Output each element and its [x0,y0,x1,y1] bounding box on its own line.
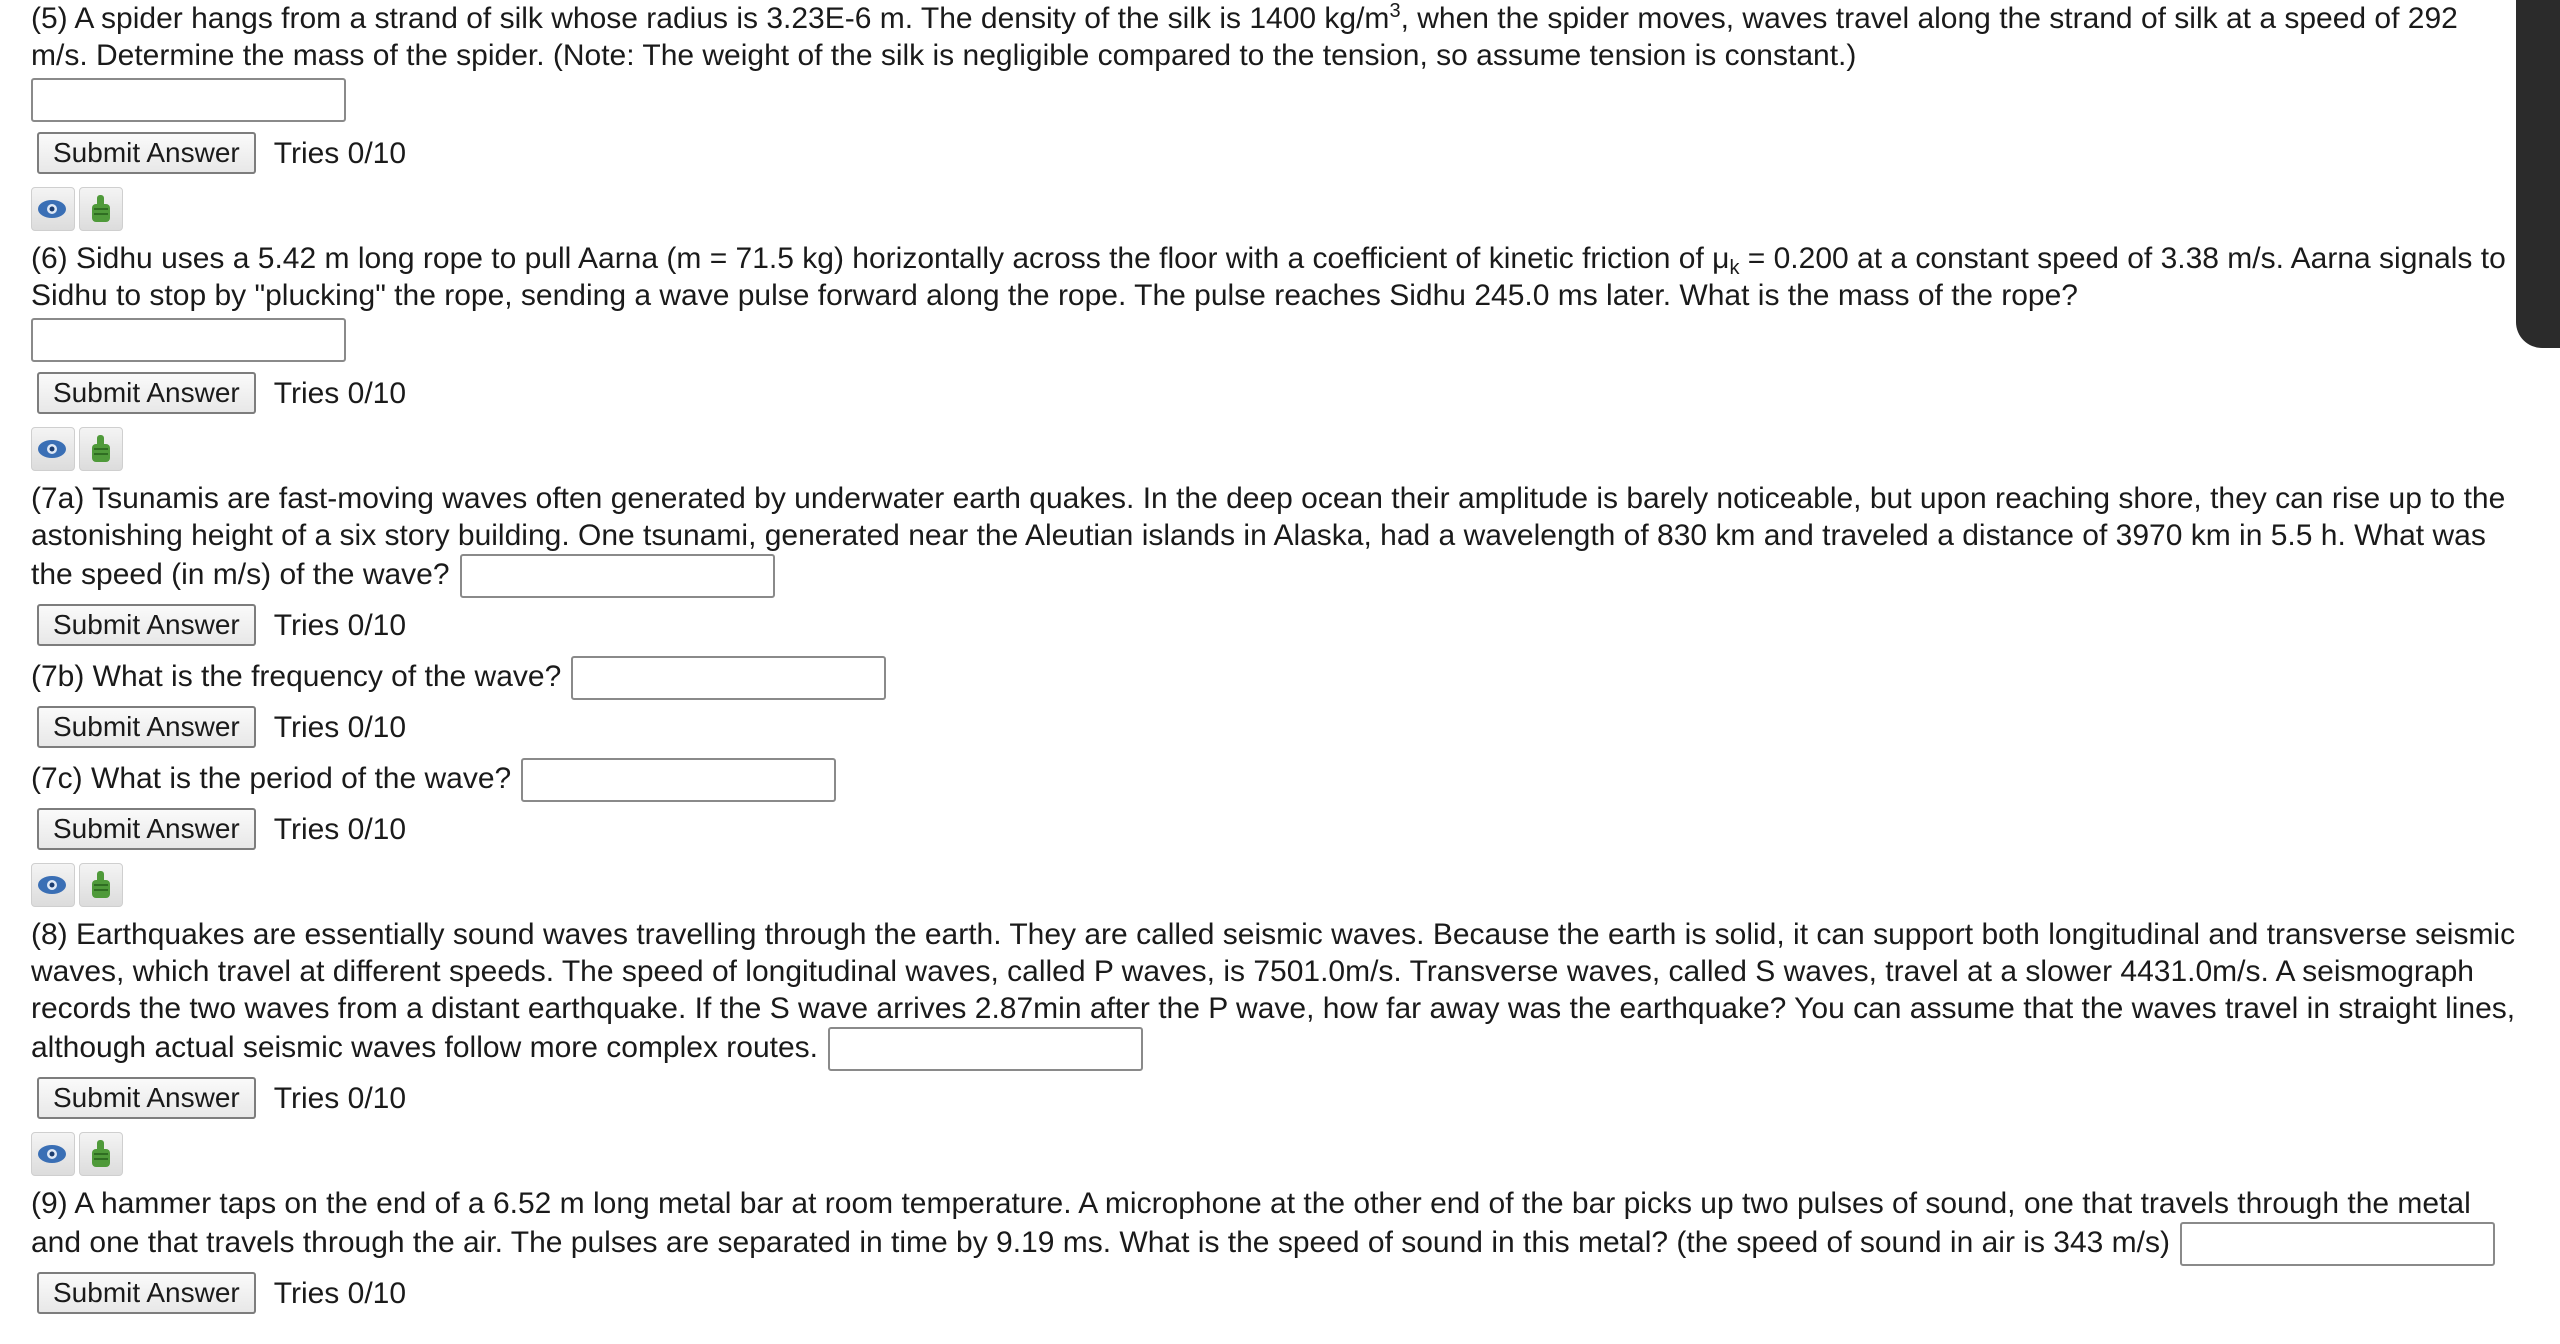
tries-count-7a: Tries 0/10 [273,608,407,642]
submit-button-6[interactable]: Submit Answer [37,372,256,414]
submit-button-7a[interactable]: Submit Answer [37,604,256,646]
submit-button-7c[interactable]: Submit Answer [37,808,256,850]
tries-count-5: Tries 0/10 [273,136,407,170]
question-7c [31,754,2521,910]
eye-icon[interactable] [31,427,75,471]
submit-button-8[interactable]: Submit Answer [37,1077,256,1119]
question-5 [31,0,2521,234]
question-7b [31,652,2521,754]
answer-input-8[interactable] [828,1027,1143,1071]
question-7a [31,474,2521,652]
thumbs-up-icon[interactable] [79,863,123,907]
thumbs-up-icon[interactable] [79,1132,123,1176]
question-9-text: (9) A hammer taps on the end of a 6.52 m long metal bar at room temperature. A microphone at the other end of the bar picks up two pulses of sound, one that travels through the metal and one that travels through the air. The pulses are separated in time by 9.19 ms. What is the speed of sound in this metal? (the speed of sound in air is 343 m/s) [31,1179,2521,1266]
answer-input-9[interactable] [2180,1222,2495,1266]
feedback-icons-7 [31,860,2521,910]
submit-button-9[interactable]: Submit Answer [37,1272,256,1314]
problem-set [31,0,2521,1320]
thumbs-up-icon[interactable] [79,427,123,471]
tries-count-7b: Tries 0/10 [273,710,407,744]
submit-button-5[interactable]: Submit Answer [37,132,256,174]
question-7c-text: (7c) What is the period of the wave? [31,754,2521,802]
answer-input-7c[interactable] [521,758,836,802]
side-panel-tab[interactable] [2516,0,2560,348]
question-9 [31,1179,2521,1320]
eye-icon[interactable] [31,863,75,907]
answer-input-6[interactable] [31,318,346,362]
question-8-text: (8) Earthquakes are essentially sound waves travelling through the earth. They are called seismic waves. Because the earth is solid, it can support both longitudinal and transverse seismic waves, which travel at different speeds. The speed of longitudinal waves, called P waves, is 7501.0m/s. Transverse waves, called S waves, travel at a slower 4431.0m/s. A seismograph records the two waves from a distant earthquake. If the S wave arrives 2.87min after the P wave, how far away was the earthquake? You can assume that the waves travel in straight lines, although actual seismic waves follow more complex routes. [31,910,2521,1071]
question-6 [31,234,2521,474]
question-8 [31,910,2521,1179]
answer-input-7b[interactable] [571,656,886,700]
tries-count-7c: Tries 0/10 [273,812,407,846]
feedback-icons-8 [31,1129,2521,1179]
question-7b-text: (7b) What is the frequency of the wave? [31,652,2521,700]
question-6-text: (6) Sidhu uses a 5.42 m long rope to pull Aarna (m = 71.5 kg) horizontally across the floor with a coefficient of kinetic friction of $\mu_k = 0.200$ at a constant speed of 3.38 m/s. Aarna signals to Sidhu to stop by "plucking" the rope, sending a wave pulse forward along the rope. The pulse reaches Sidhu 245.0 ms later. What is the mass of the rope? [31,242,2506,312]
feedback-icons-6 [31,424,2521,474]
tries-count-6: Tries 0/10 [273,376,407,410]
tries-count-8: Tries 0/10 [273,1081,407,1115]
submit-button-7b[interactable]: Submit Answer [37,706,256,748]
question-5-text: (5) A spider hangs from a strand of silk whose radius is 3.23E-6 m. The density of the silk is 1400 $kg/m^3$, when the spider moves, waves travel along the strand of silk at a speed of 292 m/s. Determine the mass of the spider. (Note: The weight of the silk is negligible compared to the tension, so assume tension is constant.) [31,0,2458,72]
answer-input-5[interactable] [31,78,346,122]
eye-icon[interactable] [31,187,75,231]
question-7a-text: (7a) Tsunamis are fast-moving waves often generated by underwater earth quakes. In the deep ocean their amplitude is barely noticeable, but upon reaching shore, they can rise up to the astonishing height of a six story building. One tsunami, generated near the Aleutian islands in Alaska, had a wavelength of 830 km and traveled a distance of 3970 km in 5.5 h. What was the speed (in m/s) of the wave? [31,474,2521,598]
answer-input-7a[interactable] [460,554,775,598]
feedback-icons-5 [31,184,2521,234]
tries-count-9: Tries 0/10 [273,1276,407,1310]
thumbs-up-icon[interactable] [79,187,123,231]
eye-icon[interactable] [31,1132,75,1176]
